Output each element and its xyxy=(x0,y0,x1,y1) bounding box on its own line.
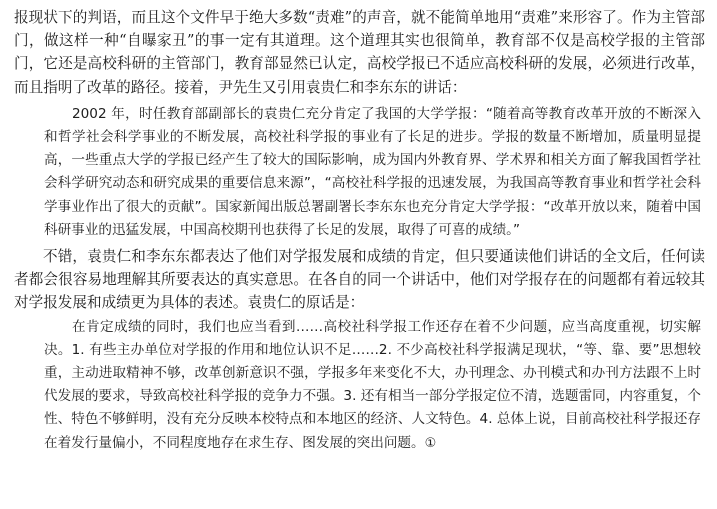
quoted-passage-2-text: 在肯定成绩的同时，我们也应当看到……高校社科学报工作还存在着不少问题，应当高度重视，切实解决。1. 有些主办单位对学报的作用和地位认识不足……2. 不少高校社科学报满足现状，“等、靠、要”思想较重，主动进取精神不够，改革创新意识不强，学报多年来变化不大，办刊理念、办刊模式和办刊方法跟不上时代发展的要求，导致高校社科学报的竞争力不强。3. 还有相当一部分学报定位不清，选题雷同，内容重复，个性、特色不够鲜明，没有充分反映本校特点和本地区的经济、人文特色。4. 总体上说，目前高校社科学报还存在着发行量偏小，不同程度地存在求生存、图发展的突出问题。 xyxy=(44,318,701,451)
body-paragraph-2: 不错，袁贵仁和李东东都表达了他们对学报发展和成绩的肯定，但只要通读他们讲话的全文后，任何读者都会很容易地理解其所要表达的真实意思。在各自的同一个讲话中，他们对学报存在的问题都有着远较其对学报发展和成绩更为具体的表述。袁贵仁的原话是： xyxy=(14,248,705,312)
body-paragraph-1: 报现状下的判语，而且这个文件早于绝大多数“责难”的声音，就不能简单地用“责难”来形容了。作为主管部门，做这样一种“自曝家丑”的事一定有其道理。这个道理其实也很简单，教育部不仅是高校学报的主管部门，它还是高校科研的主管部门，教育部显然已认定，高校学报已不适应高校科研的发展，必须进行改革，而且指明了改革的路径。接着，尹先生又引用袁贵仁和李东东的讲话： xyxy=(14,9,705,96)
quoted-passage-2 xyxy=(14,316,705,455)
footnote-marker: ① xyxy=(424,435,437,451)
quoted-passage-1: 2002 年，时任教育部副部长的袁贵仁充分肯定了我国的大学学报：“随着高等教育改革开放的不断深入和哲学社会科学事业的不断发展，高校社科学报的事业有了长足的进步。学报的数量不断增加，质量明显提高，一些重点大学的学报已经产生了较大的国际影响，成为国内外教育界、学术界和相关方面了解我国哲学社会科学研究动态和研究成果的重要信息来源”，“高校社科学报的迅速发展，为我国高等教育事业和哲学社会科学事业作出了很大的贡献”。国家新闻出版总署副署长李东东也充分肯定大学学报：“改革开放以来，随着中国科研事业的迅猛发展，中国高校期刊也获得了长足的发展，取得了可喜的成绩。” xyxy=(44,105,701,238)
